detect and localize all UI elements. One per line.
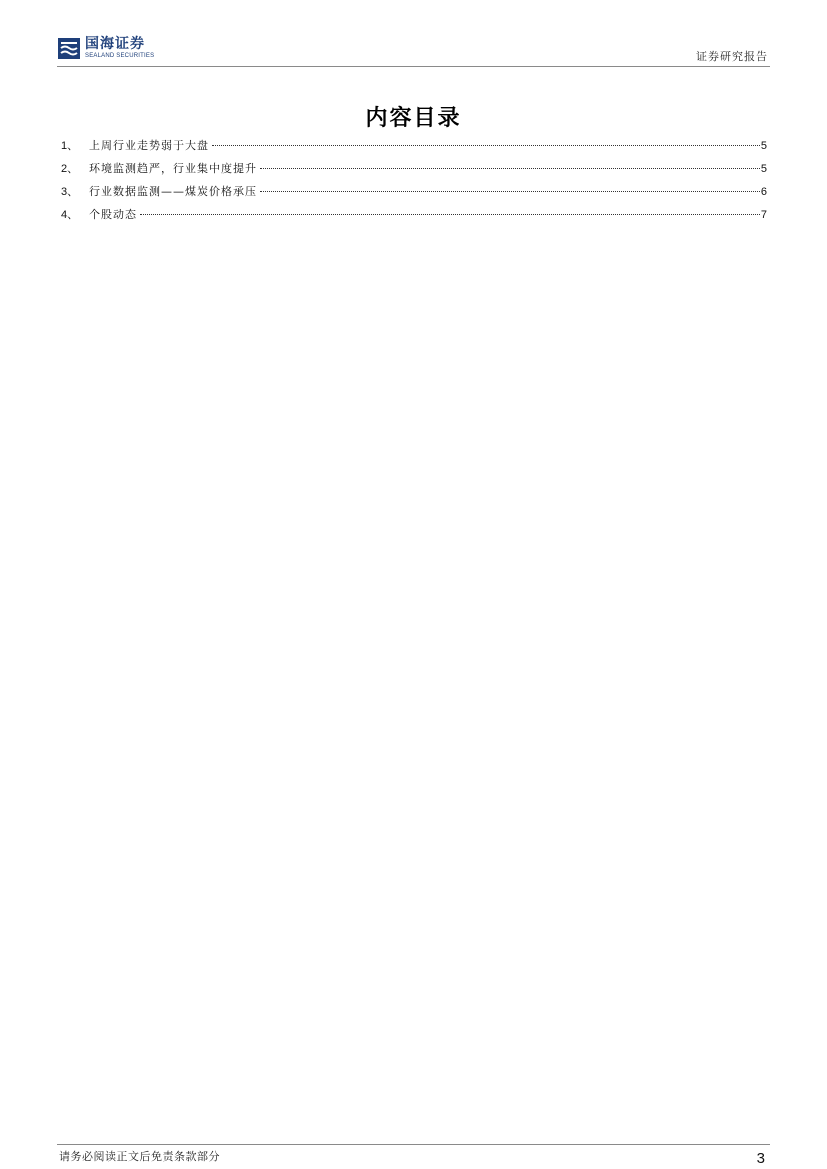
toc-entry-label[interactable]: 环境监测趋严，行业集中度提升 — [89, 162, 257, 175]
toc-entry-label[interactable]: 上周行业走势弱于大盘 — [89, 139, 209, 152]
sealand-securities-logo-icon — [57, 36, 81, 60]
toc-dot-leader — [260, 191, 760, 192]
disclaimer-text: 请务必阅读正文后免责条款部分 — [59, 1150, 220, 1163]
brand-name-cn: 国海证券 — [85, 36, 145, 52]
toc-entry[interactable] — [61, 184, 767, 207]
toc-entry-label[interactable]: 个股动态 — [89, 208, 137, 221]
page-number: 3 — [756, 1150, 765, 1167]
toc-dot-leader — [140, 214, 760, 215]
table-of-contents — [61, 138, 767, 230]
toc-title: 内容目录 — [365, 106, 462, 131]
toc-dot-leader — [212, 145, 760, 146]
toc-entry-page[interactable]: 7 — [760, 209, 767, 221]
page-footer — [57, 1144, 770, 1167]
brand-logo — [57, 36, 154, 64]
toc-entry-number: 3、 — [61, 186, 79, 198]
toc-dot-leader — [260, 168, 760, 169]
brand-text — [85, 36, 154, 60]
toc-entry-label[interactable]: 行业数据监测——煤炭价格承压 — [89, 185, 257, 198]
toc-entry-number: 1、 — [61, 140, 79, 152]
toc-entry-number: 2、 — [61, 163, 79, 175]
toc-entry-page[interactable]: 6 — [760, 186, 767, 198]
toc-entry-number: 4、 — [61, 209, 79, 221]
toc-entry-page[interactable]: 5 — [760, 140, 767, 152]
report-type-label: 证券研究报告 — [696, 50, 768, 63]
toc-entry[interactable] — [61, 207, 767, 230]
toc-entry[interactable] — [61, 138, 767, 161]
brand-name-en: SEALAND SECURITIES — [85, 53, 155, 59]
toc-entry-page[interactable]: 5 — [760, 163, 767, 175]
page-header — [57, 36, 770, 67]
toc-entry[interactable] — [61, 161, 767, 184]
